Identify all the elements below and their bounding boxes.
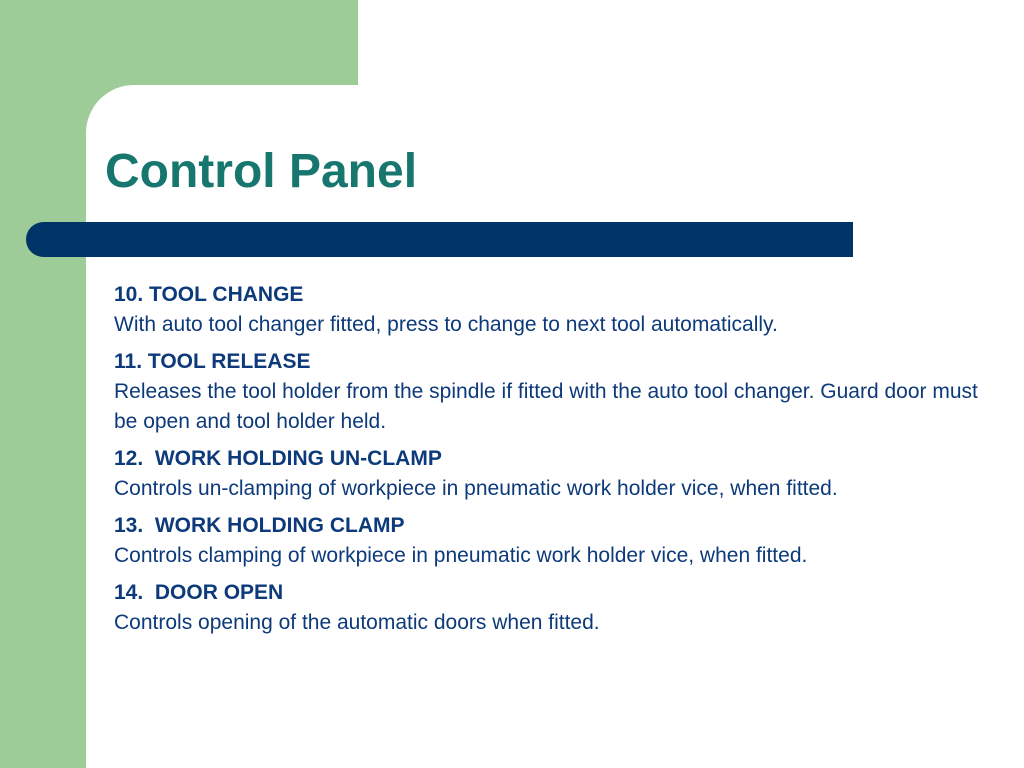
item-heading: 12. WORK HOLDING UN-CLAMP <box>114 447 442 470</box>
slide-title: Control Panel <box>105 145 418 198</box>
list-item-work-holding-unclamp <box>114 444 994 504</box>
item-heading: 13. WORK HOLDING CLAMP <box>114 514 405 537</box>
item-description: Releases the tool holder from the spindle if fitted with the auto tool changer. Guard door must be open and tool holder held. <box>114 380 978 433</box>
item-description: Controls opening of the automatic doors when fitted. <box>114 611 600 634</box>
list-item-door-open <box>114 578 994 638</box>
item-heading: 11. TOOL RELEASE <box>114 350 311 373</box>
list-item-tool-change <box>114 280 994 340</box>
item-description: With auto tool changer fitted, press to change to next tool automatically. <box>114 313 778 336</box>
item-description: Controls un-clamping of workpiece in pneumatic work holder vice, when fitted. <box>114 477 838 500</box>
control-list <box>114 280 994 645</box>
item-heading: 10. TOOL CHANGE <box>114 283 304 306</box>
item-description: Controls clamping of workpiece in pneumatic work holder vice, when fitted. <box>114 544 808 567</box>
list-item-work-holding-clamp <box>114 511 994 571</box>
list-item-tool-release <box>114 347 994 437</box>
item-heading: 14. DOOR OPEN <box>114 581 284 604</box>
title-underline-bar <box>26 222 853 257</box>
